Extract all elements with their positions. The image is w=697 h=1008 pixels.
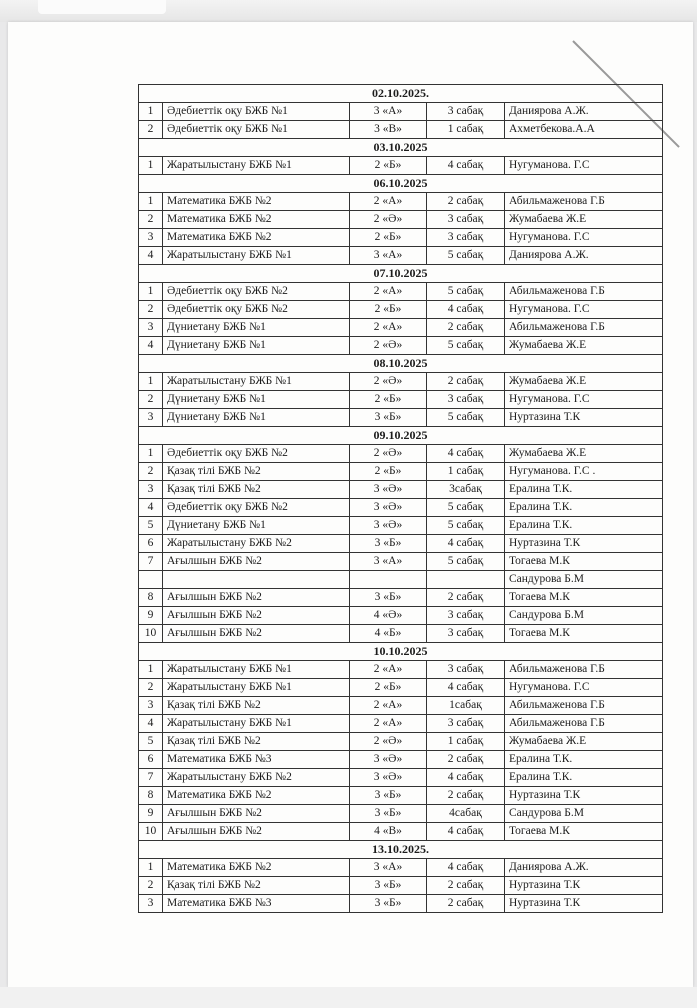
date-header-row bbox=[139, 643, 663, 661]
subject-cell: Дүниетану БЖБ №1 bbox=[163, 391, 350, 409]
teacher-cell: Ералина Т.К. bbox=[505, 751, 663, 769]
class-cell: 2 «Ә» bbox=[350, 337, 427, 355]
subject-cell: Ағылшын БЖБ №2 bbox=[163, 805, 350, 823]
class-cell: 2 «Ә» bbox=[350, 211, 427, 229]
teacher-cell: Тогаева М.К bbox=[505, 625, 663, 643]
class-cell: 3 «Б» bbox=[350, 409, 427, 427]
lesson-cell: 5 сабақ bbox=[427, 283, 505, 301]
lesson-cell: 4 сабақ bbox=[427, 769, 505, 787]
row-number: 3 bbox=[139, 895, 163, 913]
row-number: 8 bbox=[139, 589, 163, 607]
subject-cell: Жаратылыстану БЖБ №1 bbox=[163, 157, 350, 175]
teacher-cell: Нуртазина Т.К bbox=[505, 409, 663, 427]
lesson-cell: 5 сабақ bbox=[427, 517, 505, 535]
date-header: 10.10.2025 bbox=[139, 643, 663, 661]
lesson-cell: 3сабақ bbox=[427, 481, 505, 499]
row-number: 3 bbox=[139, 229, 163, 247]
teacher-cell: Абильмаженова Г.Б bbox=[505, 319, 663, 337]
subject-cell: Жаратылыстану БЖБ №1 bbox=[163, 373, 350, 391]
date-header: 09.10.2025 bbox=[139, 427, 663, 445]
teacher-cell: Нуртазина Т.К bbox=[505, 535, 663, 553]
date-header: 07.10.2025 bbox=[139, 265, 663, 283]
row-number: 1 bbox=[139, 193, 163, 211]
class-cell: 2 «Ә» bbox=[350, 733, 427, 751]
row-number: 9 bbox=[139, 805, 163, 823]
table-row bbox=[139, 787, 663, 805]
table-row bbox=[139, 445, 663, 463]
table-row bbox=[139, 337, 663, 355]
lesson-cell: 4 сабақ bbox=[427, 157, 505, 175]
lesson-cell: 2 сабақ bbox=[427, 589, 505, 607]
table-row bbox=[139, 805, 663, 823]
table-row bbox=[139, 409, 663, 427]
row-number: 1 bbox=[139, 445, 163, 463]
class-cell: 4 «Б» bbox=[350, 625, 427, 643]
table-row bbox=[139, 769, 663, 787]
teacher-cell: Абильмаженова Г.Б bbox=[505, 661, 663, 679]
lesson-cell: 5 сабақ bbox=[427, 247, 505, 265]
subject-cell: Дүниетану БЖБ №1 bbox=[163, 319, 350, 337]
class-cell: 2 «А» bbox=[350, 193, 427, 211]
row-number: 4 bbox=[139, 715, 163, 733]
teacher-cell: Даниярова А.Ж. bbox=[505, 103, 663, 121]
teacher-cell: Сандурова Б.М bbox=[505, 607, 663, 625]
table-row bbox=[139, 679, 663, 697]
lesson-cell: 2 сабақ bbox=[427, 895, 505, 913]
class-cell: 3 «Б» bbox=[350, 589, 427, 607]
teacher-cell: Ералина Т.К. bbox=[505, 481, 663, 499]
teacher-cell: Тогаева М.К bbox=[505, 553, 663, 571]
table-row bbox=[139, 535, 663, 553]
class-cell: 2 «А» bbox=[350, 715, 427, 733]
table-row bbox=[139, 301, 663, 319]
table-row bbox=[139, 211, 663, 229]
lesson-cell: 4 сабақ bbox=[427, 301, 505, 319]
teacher-cell: Ералина Т.К. bbox=[505, 499, 663, 517]
viewer-bottom-bar bbox=[0, 987, 697, 1008]
table-row bbox=[139, 517, 663, 535]
class-cell: 3 «Б» bbox=[350, 787, 427, 805]
row-number: 2 bbox=[139, 679, 163, 697]
date-header-row bbox=[139, 139, 663, 157]
lesson-cell bbox=[427, 571, 505, 589]
date-header: 02.10.2025. bbox=[139, 85, 663, 103]
lesson-cell: 2 сабақ bbox=[427, 319, 505, 337]
lesson-cell: 4 сабақ bbox=[427, 823, 505, 841]
row-number: 2 bbox=[139, 463, 163, 481]
date-header: 13.10.2025. bbox=[139, 841, 663, 859]
subject-cell: Дүниетану БЖБ №1 bbox=[163, 517, 350, 535]
lesson-cell: 1сабақ bbox=[427, 697, 505, 715]
class-cell: 2 «Б» bbox=[350, 463, 427, 481]
lesson-cell: 4сабақ bbox=[427, 805, 505, 823]
date-header-row bbox=[139, 175, 663, 193]
row-number: 5 bbox=[139, 517, 163, 535]
lesson-cell: 1 сабақ bbox=[427, 121, 505, 139]
subject-cell: Ағылшын БЖБ №2 bbox=[163, 607, 350, 625]
teacher-cell: Абильмаженова Г.Б bbox=[505, 715, 663, 733]
lesson-cell: 3 сабақ bbox=[427, 229, 505, 247]
class-cell: 3 «Б» bbox=[350, 805, 427, 823]
table-row bbox=[139, 229, 663, 247]
date-header-row bbox=[139, 355, 663, 373]
row-number: 1 bbox=[139, 661, 163, 679]
lesson-cell: 3 сабақ bbox=[427, 391, 505, 409]
row-number: 3 bbox=[139, 481, 163, 499]
row-number: 7 bbox=[139, 769, 163, 787]
subject-cell: Математика БЖБ №2 bbox=[163, 211, 350, 229]
date-header: 03.10.2025 bbox=[139, 139, 663, 157]
teacher-cell: Жумабаева Ж.Е bbox=[505, 373, 663, 391]
viewer-top-bar bbox=[0, 0, 697, 22]
row-number: 3 bbox=[139, 409, 163, 427]
date-header-row bbox=[139, 841, 663, 859]
subject-cell: Қазақ тілі БЖБ №2 bbox=[163, 481, 350, 499]
subject-cell: Ағылшын БЖБ №2 bbox=[163, 589, 350, 607]
subject-cell: Қазақ тілі БЖБ №2 bbox=[163, 697, 350, 715]
teacher-cell: Ералина Т.К. bbox=[505, 769, 663, 787]
row-number: 3 bbox=[139, 697, 163, 715]
subject-cell: Дүниетану БЖБ №1 bbox=[163, 337, 350, 355]
subject-cell: Жаратылыстану БЖБ №1 bbox=[163, 715, 350, 733]
class-cell bbox=[350, 571, 427, 589]
class-cell: 2 «Б» bbox=[350, 157, 427, 175]
class-cell: 3 «Ә» bbox=[350, 481, 427, 499]
subject-cell: Әдебиеттік оқу БЖБ №1 bbox=[163, 103, 350, 121]
class-cell: 2 «Б» bbox=[350, 391, 427, 409]
teacher-cell: Ахметбекова.А.А bbox=[505, 121, 663, 139]
subject-cell: Әдебиеттік оқу БЖБ №2 bbox=[163, 283, 350, 301]
lesson-cell: 2 сабақ bbox=[427, 751, 505, 769]
table-row bbox=[139, 733, 663, 751]
row-number: 1 bbox=[139, 373, 163, 391]
subject-cell: Жаратылыстану БЖБ №1 bbox=[163, 679, 350, 697]
exam-schedule-table bbox=[138, 84, 663, 913]
row-number: 9 bbox=[139, 607, 163, 625]
subject-cell: Математика БЖБ №2 bbox=[163, 193, 350, 211]
subject-cell: Жаратылыстану БЖБ №2 bbox=[163, 535, 350, 553]
subject-cell: Математика БЖБ №2 bbox=[163, 859, 350, 877]
row-number bbox=[139, 571, 163, 589]
date-header: 06.10.2025 bbox=[139, 175, 663, 193]
class-cell: 2 «Ә» bbox=[350, 445, 427, 463]
teacher-cell: Нугуманова. Г.С bbox=[505, 679, 663, 697]
table-row bbox=[139, 121, 663, 139]
table-row bbox=[139, 553, 663, 571]
teacher-cell: Даниярова А.Ж. bbox=[505, 859, 663, 877]
teacher-cell: Нугуманова. Г.С . bbox=[505, 463, 663, 481]
teacher-cell: Жумабаева Ж.Е bbox=[505, 211, 663, 229]
viewer-tab-stub bbox=[38, 0, 166, 14]
teacher-cell: Жумабаева Ж.Е bbox=[505, 445, 663, 463]
row-number: 1 bbox=[139, 157, 163, 175]
row-number: 2 bbox=[139, 301, 163, 319]
table-row bbox=[139, 859, 663, 877]
lesson-cell: 3 сабақ bbox=[427, 607, 505, 625]
lesson-cell: 1 сабақ bbox=[427, 463, 505, 481]
lesson-cell: 2 сабақ bbox=[427, 787, 505, 805]
teacher-cell: Абильмаженова Г.Б bbox=[505, 697, 663, 715]
date-header-row bbox=[139, 85, 663, 103]
class-cell: 3 «Ә» bbox=[350, 751, 427, 769]
subject-cell bbox=[163, 571, 350, 589]
lesson-cell: 4 сабақ bbox=[427, 859, 505, 877]
subject-cell: Ағылшын БЖБ №2 bbox=[163, 553, 350, 571]
table-row bbox=[139, 391, 663, 409]
teacher-cell: Нуртазина Т.К bbox=[505, 787, 663, 805]
subject-cell: Қазақ тілі БЖБ №2 bbox=[163, 877, 350, 895]
teacher-cell: Жумабаева Ж.Е bbox=[505, 733, 663, 751]
date-header-row bbox=[139, 265, 663, 283]
table-row bbox=[139, 481, 663, 499]
class-cell: 2 «Б» bbox=[350, 229, 427, 247]
teacher-cell: Даниярова А.Ж. bbox=[505, 247, 663, 265]
row-number: 4 bbox=[139, 247, 163, 265]
class-cell: 2 «А» bbox=[350, 661, 427, 679]
teacher-cell: Нугуманова. Г.С bbox=[505, 157, 663, 175]
subject-cell: Жаратылыстану БЖБ №1 bbox=[163, 661, 350, 679]
row-number: 3 bbox=[139, 319, 163, 337]
lesson-cell: 3 сабақ bbox=[427, 661, 505, 679]
row-number: 1 bbox=[139, 859, 163, 877]
lesson-cell: 1 сабақ bbox=[427, 733, 505, 751]
table-row bbox=[139, 895, 663, 913]
class-cell: 3 «А» bbox=[350, 553, 427, 571]
lesson-cell: 3 сабақ bbox=[427, 211, 505, 229]
date-header: 08.10.2025 bbox=[139, 355, 663, 373]
table-row bbox=[139, 661, 663, 679]
subject-cell: Әдебиеттік оқу БЖБ №2 bbox=[163, 445, 350, 463]
subject-cell: Жаратылыстану БЖБ №2 bbox=[163, 769, 350, 787]
class-cell: 3 «Б» bbox=[350, 535, 427, 553]
subject-cell: Ағылшын БЖБ №2 bbox=[163, 625, 350, 643]
lesson-cell: 4 сабақ bbox=[427, 445, 505, 463]
table-row bbox=[139, 283, 663, 301]
table-row bbox=[139, 751, 663, 769]
teacher-cell: Нуртазина Т.К bbox=[505, 877, 663, 895]
class-cell: 4 «В» bbox=[350, 823, 427, 841]
table-row bbox=[139, 571, 663, 589]
class-cell: 3 «Б» bbox=[350, 877, 427, 895]
class-cell: 2 «А» bbox=[350, 697, 427, 715]
lesson-cell: 2 сабақ bbox=[427, 877, 505, 895]
table-row bbox=[139, 463, 663, 481]
class-cell: 3 «Ә» bbox=[350, 769, 427, 787]
subject-cell: Математика БЖБ №2 bbox=[163, 229, 350, 247]
row-number: 5 bbox=[139, 733, 163, 751]
subject-cell: Қазақ тілі БЖБ №2 bbox=[163, 463, 350, 481]
subject-cell: Дүниетану БЖБ №1 bbox=[163, 409, 350, 427]
row-number: 2 bbox=[139, 121, 163, 139]
table-row bbox=[139, 589, 663, 607]
table-row bbox=[139, 499, 663, 517]
teacher-cell: Абильмаженова Г.Б bbox=[505, 283, 663, 301]
teacher-cell: Нуртазина Т.К bbox=[505, 895, 663, 913]
table-row bbox=[139, 157, 663, 175]
subject-cell: Әдебиеттік оқу БЖБ №1 bbox=[163, 121, 350, 139]
lesson-cell: 4 сабақ bbox=[427, 679, 505, 697]
lesson-cell: 3 сабақ bbox=[427, 103, 505, 121]
lesson-cell: 5 сабақ bbox=[427, 499, 505, 517]
class-cell: 3 «Ә» bbox=[350, 517, 427, 535]
subject-cell: Математика БЖБ №3 bbox=[163, 751, 350, 769]
row-number: 2 bbox=[139, 211, 163, 229]
row-number: 1 bbox=[139, 103, 163, 121]
class-cell: 3 «В» bbox=[350, 121, 427, 139]
teacher-cell: Нугуманова. Г.С bbox=[505, 391, 663, 409]
row-number: 8 bbox=[139, 787, 163, 805]
table-row bbox=[139, 193, 663, 211]
subject-cell: Жаратылыстану БЖБ №1 bbox=[163, 247, 350, 265]
lesson-cell: 5 сабақ bbox=[427, 409, 505, 427]
row-number: 1 bbox=[139, 283, 163, 301]
teacher-cell: Сандурова Б.М bbox=[505, 805, 663, 823]
class-cell: 3 «Ә» bbox=[350, 499, 427, 517]
teacher-cell: Нугуманова. Г.С bbox=[505, 301, 663, 319]
class-cell: 3 «А» bbox=[350, 103, 427, 121]
lesson-cell: 2 сабақ bbox=[427, 373, 505, 391]
subject-cell: Әдебиеттік оқу БЖБ №2 bbox=[163, 301, 350, 319]
row-number: 2 bbox=[139, 877, 163, 895]
row-number: 10 bbox=[139, 625, 163, 643]
row-number: 4 bbox=[139, 337, 163, 355]
teacher-cell: Тогаева М.К bbox=[505, 823, 663, 841]
lesson-cell: 3 сабақ bbox=[427, 715, 505, 733]
class-cell: 3 «А» bbox=[350, 247, 427, 265]
class-cell: 2 «А» bbox=[350, 283, 427, 301]
table-row bbox=[139, 625, 663, 643]
teacher-cell: Тогаева М.К bbox=[505, 589, 663, 607]
schedule-body bbox=[139, 85, 663, 913]
table-row bbox=[139, 319, 663, 337]
row-number: 2 bbox=[139, 391, 163, 409]
table-row bbox=[139, 247, 663, 265]
teacher-cell: Абильмаженова Г.Б bbox=[505, 193, 663, 211]
row-number: 6 bbox=[139, 535, 163, 553]
class-cell: 4 «Ә» bbox=[350, 607, 427, 625]
lesson-cell: 3 сабақ bbox=[427, 625, 505, 643]
table-row bbox=[139, 103, 663, 121]
subject-cell: Әдебиеттік оқу БЖБ №2 bbox=[163, 499, 350, 517]
teacher-cell: Ералина Т.К. bbox=[505, 517, 663, 535]
subject-cell: Ағылшын БЖБ №2 bbox=[163, 823, 350, 841]
lesson-cell: 2 сабақ bbox=[427, 193, 505, 211]
table-row bbox=[139, 877, 663, 895]
row-number: 6 bbox=[139, 751, 163, 769]
table-row bbox=[139, 715, 663, 733]
row-number: 4 bbox=[139, 499, 163, 517]
teacher-cell: Жумабаева Ж.Е bbox=[505, 337, 663, 355]
table-row bbox=[139, 373, 663, 391]
class-cell: 3 «А» bbox=[350, 859, 427, 877]
subject-cell: Математика БЖБ №2 bbox=[163, 787, 350, 805]
table-row bbox=[139, 697, 663, 715]
table-row bbox=[139, 823, 663, 841]
teacher-cell: Сандурова Б.М bbox=[505, 571, 663, 589]
lesson-cell: 5 сабақ bbox=[427, 553, 505, 571]
class-cell: 2 «А» bbox=[350, 319, 427, 337]
lesson-cell: 4 сабақ bbox=[427, 535, 505, 553]
class-cell: 2 «Ә» bbox=[350, 373, 427, 391]
class-cell: 3 «Б» bbox=[350, 895, 427, 913]
subject-cell: Математика БЖБ №3 bbox=[163, 895, 350, 913]
class-cell: 2 «Б» bbox=[350, 301, 427, 319]
subject-cell: Қазақ тілі БЖБ №2 bbox=[163, 733, 350, 751]
row-number: 10 bbox=[139, 823, 163, 841]
row-number: 7 bbox=[139, 553, 163, 571]
class-cell: 2 «Б» bbox=[350, 679, 427, 697]
table-row bbox=[139, 607, 663, 625]
date-header-row bbox=[139, 427, 663, 445]
teacher-cell: Нугуманова. Г.С bbox=[505, 229, 663, 247]
lesson-cell: 5 сабақ bbox=[427, 337, 505, 355]
